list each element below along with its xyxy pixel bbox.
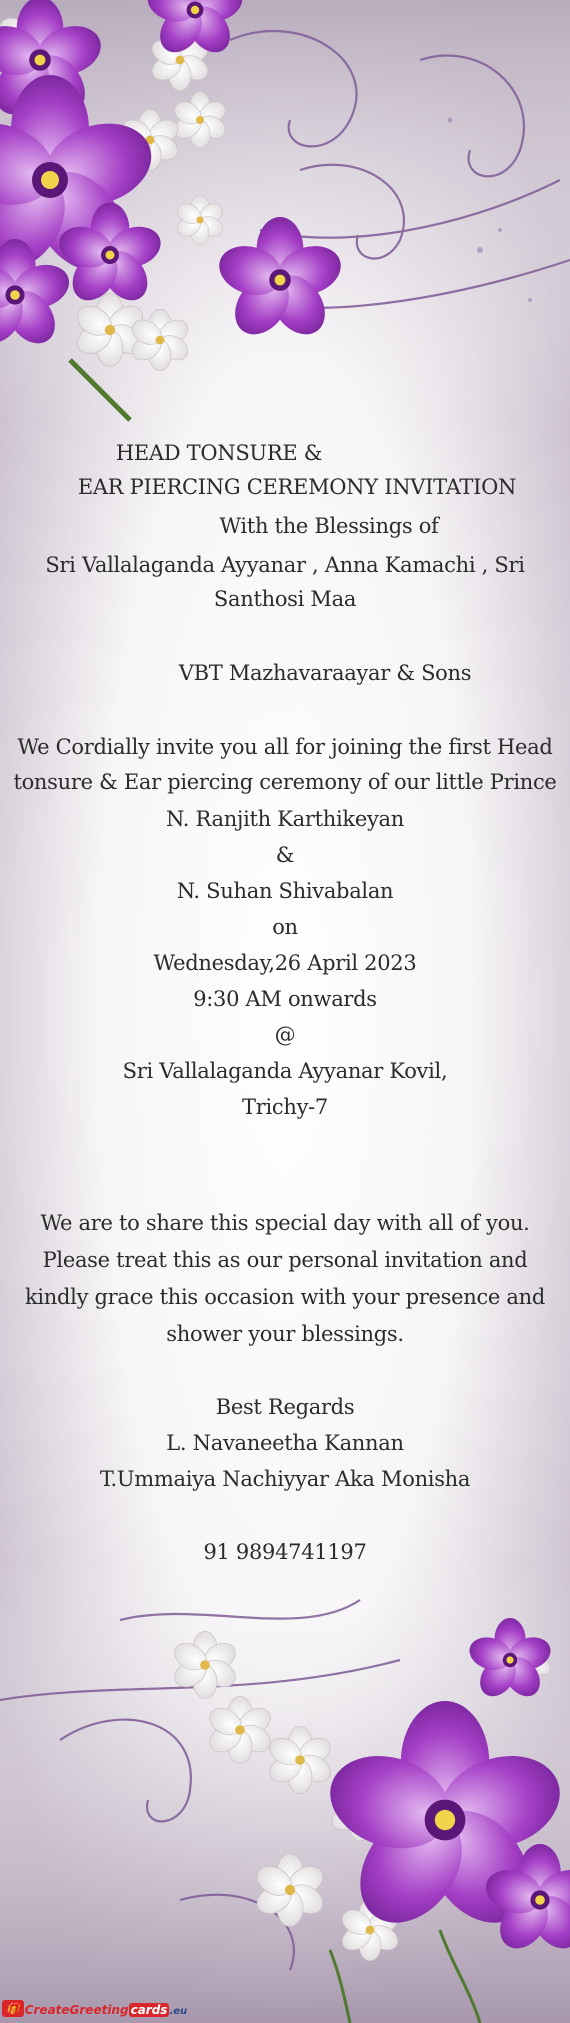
message-line-3: kindly grace this occasion with your presence and (24, 1285, 546, 1309)
family-name: VBT Mazhavaraayar & Sons (178, 661, 472, 685)
at-symbol: @ (274, 1023, 296, 1047)
title-line-2: EAR PIERCING CEREMONY INVITATION (77, 475, 517, 499)
message-line-2: Please treat this as our personal invitation and (42, 1248, 528, 1272)
blessings-heading: With the Blessings of (219, 514, 439, 538)
phone-number: 91 9894741197 (203, 1540, 367, 1564)
child-name-1: N. Ranjith Karthikeyan (166, 807, 404, 831)
blessings-line-2: Santhosi Maa (213, 587, 357, 611)
brand-logo[interactable] (2, 1987, 187, 2017)
invite-line-2: tonsure & Ear piercing ceremony of our little Prince (13, 770, 557, 794)
venue-line-1: Sri Vallalaganda Ayyanar Kovil, (122, 1059, 448, 1083)
title-line-1: HEAD TONSURE & (115, 441, 323, 465)
child-name-2: N. Suhan Shivabalan (176, 879, 394, 903)
venue-line-2: Trichy-7 (242, 1095, 328, 1119)
gift-icon: 🎁 (2, 2000, 24, 2017)
event-date: Wednesday,26 April 2023 (153, 951, 417, 975)
regards-heading: Best Regards (215, 1395, 355, 1419)
message-line-1: We are to share this special day with all of you. (40, 1211, 530, 1235)
invite-line-1: We Cordially invite you all for joining the first Head (17, 735, 553, 759)
ampersand: & (275, 843, 295, 867)
brand-logo-text: CreateGreeting cards .eu (24, 2003, 188, 2017)
sender-name-1: L. Navaneetha Kannan (166, 1431, 404, 1455)
event-time: 9:30 AM onwards (193, 987, 377, 1011)
message-line-4: shower your blessings. (166, 1322, 404, 1346)
on-label: on (272, 915, 298, 939)
blessings-line-1: Sri Vallalaganda Ayyanar , Anna Kamachi , Sri (45, 553, 525, 577)
sender-name-2: T.Ummaiya Nachiyyar Aka Monisha (99, 1467, 471, 1491)
